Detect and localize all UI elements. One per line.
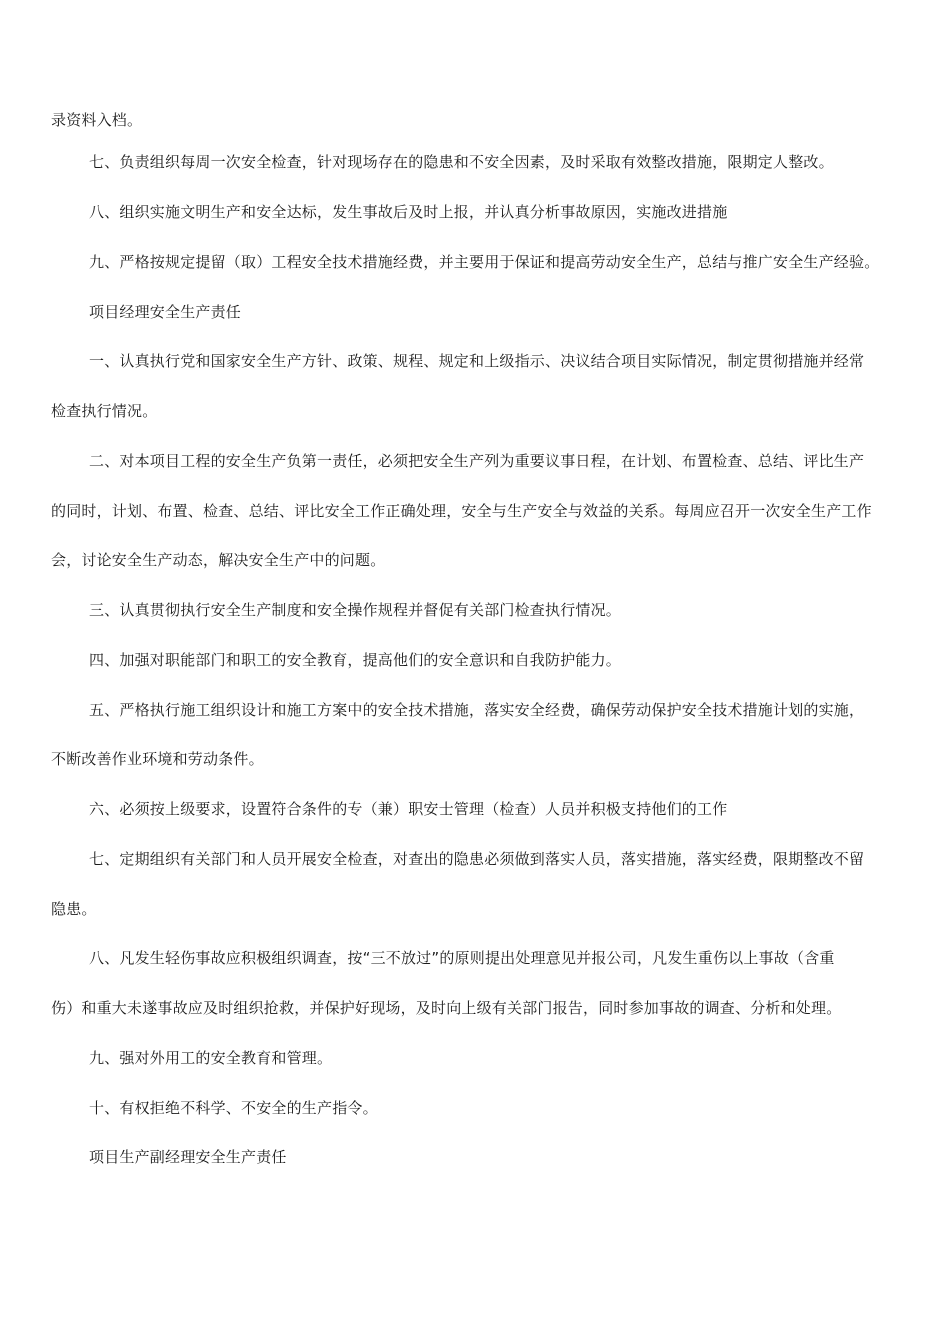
- text-line-pm-item-3: 三、认真贯彻执行安全生产制度和安全操作规程并督促有关部门检查执行情况。: [89, 601, 622, 619]
- text-line-pm-item-9: 九、强对外用工的安全教育和管理。: [89, 1049, 333, 1067]
- text-line-pm-item-4: 四、加强对职能部门和职工的安全教育，提高他们的安全意识和自我防护能力。: [89, 651, 622, 669]
- text-line-pm-item-2: 二、对本项目工程的安全生产负第一责任，必须把安全生产列为重要议事日程，在计划、布置检查、总结、评比生产: [89, 452, 865, 470]
- text-line-continuation: 录资料入档。: [51, 111, 143, 129]
- text-line-pm-item-1-cont: 检查执行情况。: [51, 402, 158, 420]
- text-line-pm-item-2-cont-1: 的同时，计划、布置、检查、总结、评比安全工作正确处理，安全与生产安全与效益的关系。每周应召开一次安全生产工作: [51, 502, 872, 520]
- text-line-pm-item-8-cont: 伤）和重大未遂事故应及时组织抢救，并保护好现场，及时向上级有关部门报告，同时参加事故的调查、分析和处理。: [51, 999, 842, 1017]
- text-line-pm-item-8: 八、凡发生轻伤事故应积极组织调查，按“三不放过”的原则提出处理意见并报公司，凡发生重伤以上事故（含重: [89, 949, 835, 967]
- text-line-pm-item-7-cont: 隐患。: [51, 900, 97, 918]
- section-heading-project-manager: 项目经理安全生产责任: [89, 303, 242, 321]
- text-line-pm-item-5: 五、严格执行施工组织设计和施工方案中的安全技术措施，落实安全经费，确保劳动保护安全技术措施计划的实施，: [89, 701, 865, 719]
- text-line-item-7: 七、负责组织每周一次安全检查，针对现场存在的隐患和不安全因素，及时采取有效整改措施，限期定人整改。: [89, 153, 834, 171]
- text-line-pm-item-10: 十、有权拒绝不科学、不安全的生产指令。: [89, 1099, 378, 1117]
- text-line-item-8: 八、组织实施文明生产和安全达标，发生事故后及时上报，并认真分析事故原因，实施改进措施: [89, 203, 728, 221]
- text-line-pm-item-1: 一、认真执行党和国家安全生产方针、政策、规程、规定和上级指示、决议结合项目实际情况，制定贯彻措施并经常: [89, 352, 865, 370]
- text-line-pm-item-2-cont-2: 会，讨论安全生产动态，解决安全生产中的问题。: [51, 551, 386, 569]
- text-line-pm-item-7: 七、定期组织有关部门和人员开展安全检查，对查出的隐患必须做到落实人员，落实措施，落实经费，限期整改不留: [89, 850, 865, 868]
- section-heading-deputy-manager: 项目生产副经理安全生产责任: [89, 1148, 287, 1166]
- text-line-item-9: 九、严格按规定提留（取）工程安全技术措施经费，并主要用于保证和提高劳动安全生产，总结与推广安全生产经验。: [89, 253, 880, 271]
- text-line-pm-item-5-cont: 不断改善作业环境和劳动条件。: [51, 750, 264, 768]
- text-line-pm-item-6: 六、必须按上级要求，设置符合条件的专（兼）职安士管理（检查）人员并积极支持他们的工作: [89, 800, 728, 818]
